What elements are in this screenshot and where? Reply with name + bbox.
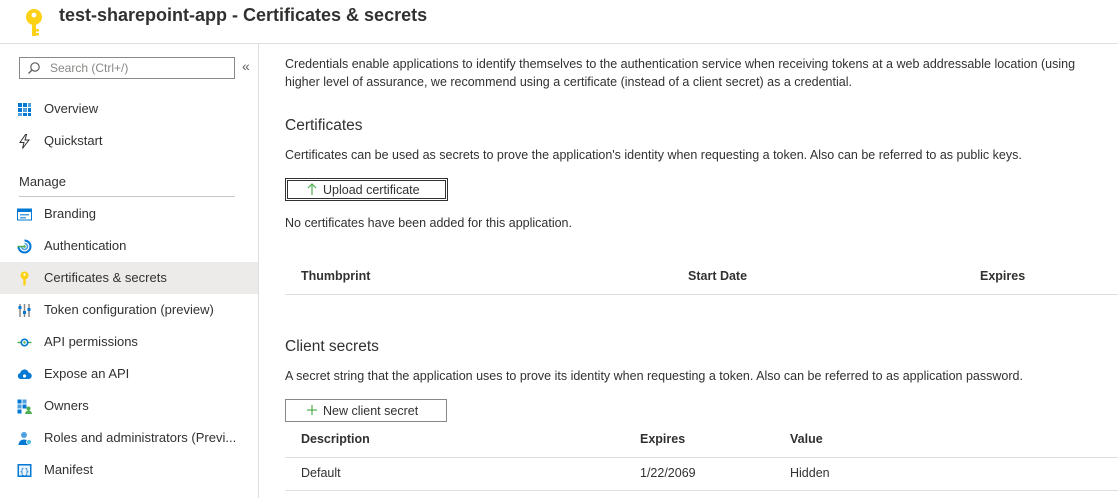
sidebar-item-label: Quickstart — [44, 133, 103, 148]
sidebar-item-token-configuration[interactable] — [0, 294, 258, 326]
sidebar-item-label: Roles and administrators (Previ... — [44, 430, 237, 445]
sidebar-item-overview[interactable] — [0, 93, 258, 125]
search-icon — [27, 61, 41, 75]
plus-icon — [306, 403, 318, 417]
main-content — [285, 44, 1118, 498]
sidebar-item-branding[interactable] — [0, 198, 258, 230]
sidebar-item-label: Owners — [44, 398, 89, 413]
search-placeholder: Search (Ctrl+/) — [50, 61, 129, 75]
owners-icon — [17, 399, 32, 414]
column-header-thumbprint[interactable]: Thumbprint — [301, 269, 371, 283]
authentication-icon — [17, 239, 32, 254]
sidebar-item-quickstart[interactable] — [0, 125, 258, 157]
key-icon — [22, 8, 46, 38]
credentials-intro — [285, 55, 1118, 91]
sidebar-item-label: Expose an API — [44, 366, 130, 381]
upload-certificate-label: Upload certificate — [323, 183, 420, 197]
overview-icon — [17, 102, 32, 117]
sidebar-item-manifest[interactable] — [0, 454, 258, 486]
certificates-heading: Certificates — [285, 117, 363, 134]
page-title: test-sharepoint-app - Certificates & secrets — [59, 5, 428, 25]
sidebar-item-roles-administrators[interactable] — [0, 422, 258, 454]
certificates-description: Certificates can be used as secrets to prove the application's identity when requesting a token. Also can be referred to as public keys. — [285, 148, 1022, 162]
page-header — [0, 0, 1118, 44]
client-secrets-heading: Client secrets — [285, 338, 379, 355]
column-header-start-date[interactable]: Start Date — [688, 269, 748, 283]
roles-icon — [17, 431, 32, 446]
table-divider — [285, 490, 1118, 491]
column-header-expires[interactable]: Expires — [640, 432, 686, 446]
sidebar-item-label: Token configuration (preview) — [44, 302, 214, 317]
section-divider — [19, 196, 235, 197]
manifest-icon — [17, 463, 32, 478]
secret-expires-cell: 1/22/2069 — [640, 466, 696, 480]
intro-line-1: Credentials enable applications to identify themselves to the authentication service when receiving tokens at a web addressable location (using — [285, 57, 1076, 71]
upload-icon — [306, 182, 318, 196]
sidebar-item-authentication[interactable] — [0, 230, 258, 262]
sidebar-item-label: Authentication — [44, 238, 127, 253]
column-header-expires[interactable]: Expires — [980, 269, 1026, 283]
sidebar-item-label: API permissions — [44, 334, 138, 349]
new-client-secret-label: New client secret — [323, 404, 419, 418]
table-divider — [285, 457, 1118, 458]
sidebar-item-label: Overview — [44, 101, 99, 116]
column-header-value[interactable]: Value — [790, 432, 823, 446]
no-certificates-message: No certificates have been added for this application. — [285, 216, 572, 230]
new-client-secret-button[interactable] — [285, 399, 447, 422]
column-header-description[interactable]: Description — [301, 432, 370, 446]
lightning-icon — [17, 134, 32, 149]
sidebar-item-label: Certificates & secrets — [44, 270, 167, 285]
secret-description-cell: Default — [301, 466, 341, 480]
collapse-sidebar-button[interactable]: « — [242, 58, 250, 74]
search-input[interactable] — [19, 57, 235, 79]
sidebar — [0, 44, 259, 498]
cloud-icon — [17, 367, 32, 382]
intro-line-2: higher level of assurance, we recommend using a certificate (instead of a client secret) as a credential. — [285, 75, 852, 89]
branding-icon — [17, 207, 32, 222]
sidebar-item-label: Branding — [44, 206, 97, 221]
client-secrets-description: A secret string that the application uses to prove its identity when requesting a token. Also can be referred to as application password. — [285, 369, 1023, 383]
manage-section-header: Manage — [19, 174, 66, 189]
table-divider — [285, 294, 1118, 295]
sidebar-item-owners[interactable] — [0, 390, 258, 422]
sidebar-item-expose-an-api[interactable] — [0, 358, 258, 390]
sidebar-item-label: Manifest — [44, 462, 94, 477]
sidebar-item-api-permissions[interactable] — [0, 326, 258, 358]
sidebar-item-certificates-secrets[interactable] — [0, 262, 258, 294]
token-config-icon — [17, 303, 32, 318]
svg-text:{}: {} — [19, 467, 30, 476]
upload-certificate-button[interactable] — [285, 178, 448, 201]
key-icon — [17, 271, 32, 286]
secret-value-cell: Hidden — [790, 466, 830, 480]
api-permissions-icon — [17, 335, 32, 350]
